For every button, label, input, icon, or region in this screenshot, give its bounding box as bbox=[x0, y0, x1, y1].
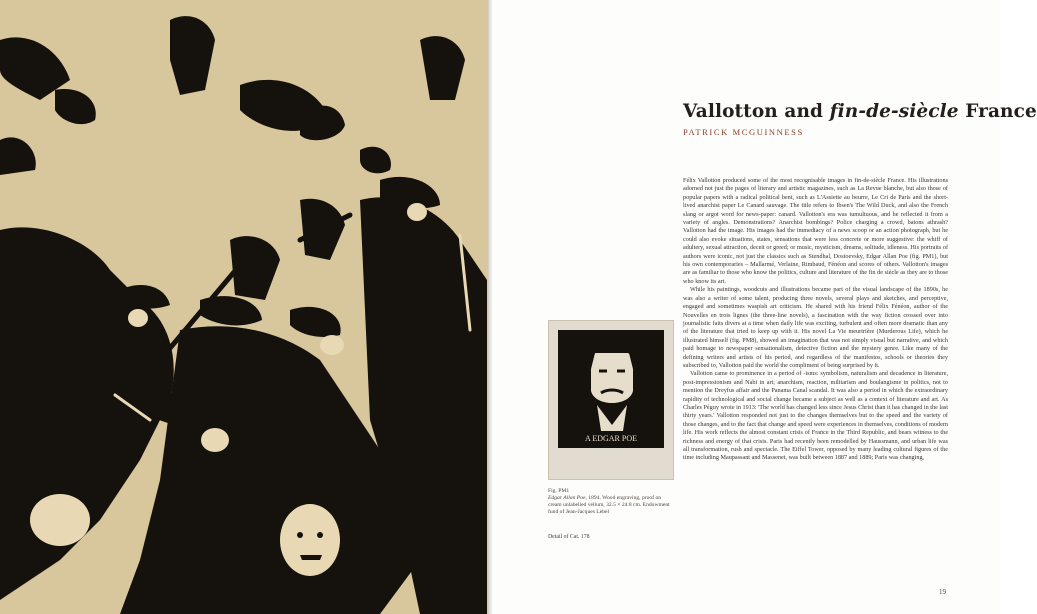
article-author: PATRICK MCGUINNESS bbox=[683, 127, 804, 137]
detail-caption: Detail of Cat. 178 bbox=[548, 534, 590, 540]
title-italic: fin-de-siècle bbox=[829, 101, 959, 122]
poe-portrait-plate bbox=[548, 320, 674, 480]
caption-title: Edgar Allan Poe bbox=[548, 495, 586, 501]
caption-fig: Fig. PM1 bbox=[548, 488, 570, 494]
poe-portrait-image bbox=[549, 321, 673, 479]
paragraph: Félix Vallotton produced some of the most recognisable images in fin-de-siècle France. His illustrations adorned not just the pages of literary and artistic magazines, such as La Revue blanche, but also those of popular papers with a radical political bent, such as L'Assiette au beurre, Le Cri de Paris and the short-lived anarchist paper Le Canard sauvage. The title refers to Ibsen's The Wild Duck, and also the French slang or argot word for news-paper: canard. Vallotton's era was tumultuous, and he reflected it from a variety of angles. Demonstrations? Anarchist bombings? Police charging a crowd, batons athrash? Vallotton had the image. His images had the immediacy of a news scoop or an action photograph, but he could also evoke situations, states, sensations that were less concrete or more suggestive: the whiff of adultery, sexual attraction, deceit or greed; or music, mysticism, dreams, solitude, idleness. His portraits of authors were iconic, not just the classics such as Stendhal, Dostoevsky, Edgar Allan Poe (fig. PM1), but his own contemporaries – Mallarmé, Verlaine, Rimbaud, Fénéon and scores of others. Vallotton's images are as familiar to those who know the politics, culture and literature of the fin de siècle as they are to those who know its art. bbox=[683, 177, 948, 285]
plate-inscription: A EDGAR POE bbox=[584, 434, 638, 443]
paragraph: While his paintings, woodcuts and illustrations became part of the visual landscape of the 1890s, he was also a writer of some talent, producing three novels, several plays and sketches, and perceptive, engaged and sometimes waspish art criticism. He shared with his friend Félix Fénéon, author of the Nouvelles en trois lignes (the three-line novels), a fascination with the way fiction crossed over into journalistic faits divers at a time when daily life was exciting, turbulent and often more dramatic than any of the literature that tried to keep up with it. His novel La Vie meurtrière (Murderous Life), which he illustrated himself (fig. PM8), showed an imagination that was not simply visual but narrative, and which paid homage to newspaper sensationalism, detective fiction and the mystery genre. Like many of the defining writers and artists of his period, and regardless of the manifestos, schools or theories they subscribed to, Vallotton paid the world the compliment of being surprised by it. bbox=[683, 286, 948, 369]
title-end: France bbox=[958, 101, 1037, 122]
article-body bbox=[683, 177, 948, 573]
paragraph: Vallotton came to prominence in a period of -isms: symbolism, naturalism and decadence in literature, post-impressionism and Nabi in art; anarchism, reaction, militarism and boulangisme in politics, not to mention the Dreyfus affair and the Panama Canal scandal. It was also a period in which the extraordinary rapidity of technological and social change became a subject as well as a context of literature and art. As Charles Péguy wrote in 1913: 'The world has changed less since Jesus Christ than it has changed in the last thirty years.' Vallotton responded not just to the changes themselves but to the speed and the variety of those changes, and to the fact that change and speed were experiences in themselves, conditions of modern life. His work reflects the almost constant crisis of France in the Third Republic, and bears witness to the richness and energy of that crisis. Paris had recently been remodelled by Haussmann, and urban life was all transformation, rush and spectacle. The Eiffel Tower, opposed by many leading cultural figures of the time including Maupassant and Massenet, was built between 1887 and 1889; Paris was changing, bbox=[683, 370, 948, 462]
woodcut-illustration bbox=[0, 0, 487, 614]
article-title bbox=[683, 101, 1037, 122]
page-number: 19 bbox=[939, 588, 946, 596]
title-main: Vallotton and bbox=[683, 101, 830, 122]
crowd-charge-image bbox=[0, 0, 487, 614]
figure-caption bbox=[548, 488, 674, 516]
caption-details: , 1894. Wood engraving, proof on cream unlabelled vellum, 32.5 × 24.8 cm. Endowment fund of Jean-Jacques Lebel bbox=[548, 495, 670, 515]
